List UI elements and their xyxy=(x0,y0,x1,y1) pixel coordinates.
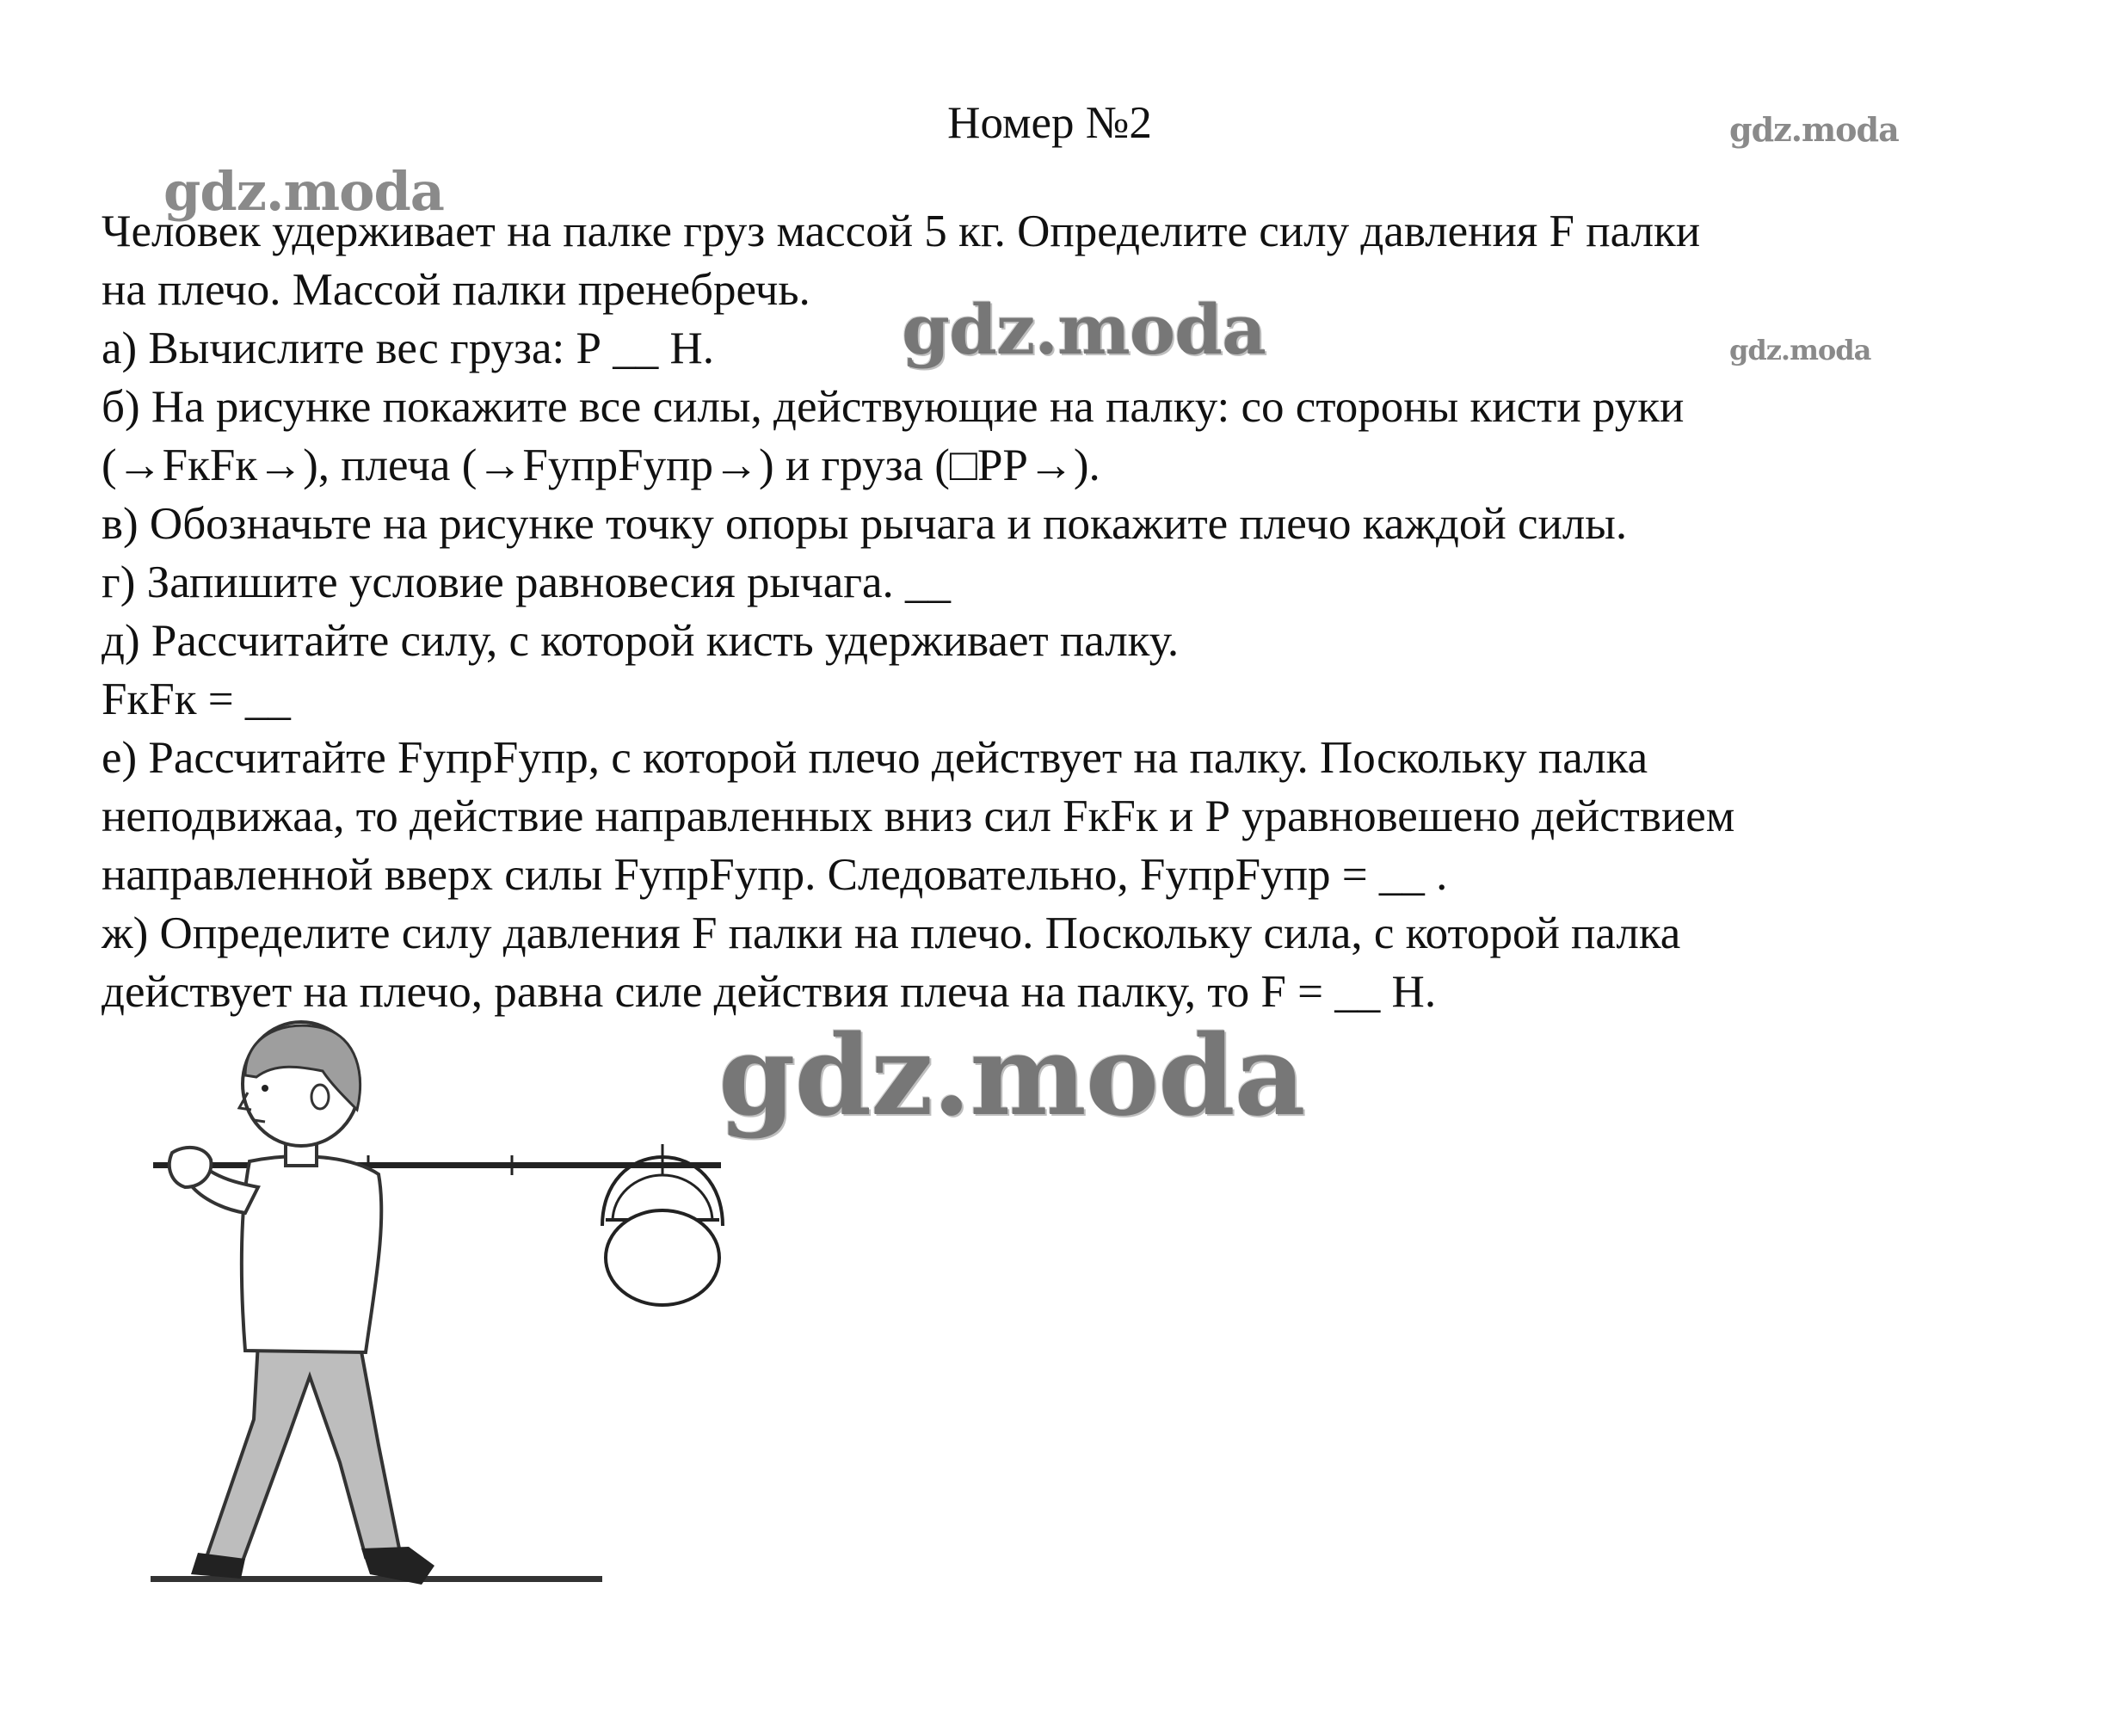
problem-line: Человек удерживает на палке груз массой 5 кг. Определите силу давления F палки xyxy=(102,206,1701,256)
task-a: а) Вычислите вес груза: Р __ Н. xyxy=(102,323,714,373)
task-v: в) Обозначьте на рисунке точку опоры рычага и покажите плечо каждой силы. xyxy=(102,499,1628,549)
watermark: gdz.moda xyxy=(718,1012,1305,1141)
task-g: г) Запишите условие равновесия рычага. __ xyxy=(102,557,952,607)
watermark: gdz.moda xyxy=(1729,334,1871,366)
torso xyxy=(242,1156,381,1352)
task-e-cont: неподвижаа, то действие направленных вниз сил FкFк и Р уравновешено действием xyxy=(102,791,1735,841)
task-d: д) Рассчитайте силу, с которой кисть удерживает палку. xyxy=(102,616,1180,666)
ear xyxy=(311,1085,329,1109)
problem-text xyxy=(102,202,2012,1021)
task-e: е) Рассчитайте FупрFупр, с которой плечо действует на палку. Поскольку палка xyxy=(102,733,1648,783)
legs xyxy=(191,1342,434,1585)
task-b-forces: (→FкFк→), плеча (→FупрFупр→) и груза (□PP→). xyxy=(102,440,1100,490)
illustration-svg xyxy=(138,1015,740,1634)
problem-line: на плечо. Массой палки пренебречь. xyxy=(102,265,810,315)
task-e-answer: направленной вверх силы FупрFупр. Следовательно, FупрFупр = __ . xyxy=(102,850,1448,900)
ground-line xyxy=(151,1576,602,1582)
task-b: б) На рисунке покажите все силы, действующие на палку: со стороны кисти руки xyxy=(102,382,1685,432)
illustration-man-with-stick xyxy=(138,1015,740,1634)
eye xyxy=(262,1085,268,1092)
watermark: gdz.moda xyxy=(1729,110,1899,149)
task-zh-answer: действует на плечо, равна силе действия плеча на палку, то F = __ Н. xyxy=(102,967,1437,1017)
watermark: gdz.moda xyxy=(163,160,444,223)
watermark: gdz.moda xyxy=(902,289,1266,370)
mouth xyxy=(254,1120,265,1122)
task-zh: ж) Определите силу давления F палки на плечо. Поскольку сила, с которой палка xyxy=(102,908,1681,958)
task-d-answer: FкFк = __ xyxy=(102,674,291,724)
hand xyxy=(169,1148,212,1187)
page-title: Номер №2 xyxy=(947,98,1152,148)
